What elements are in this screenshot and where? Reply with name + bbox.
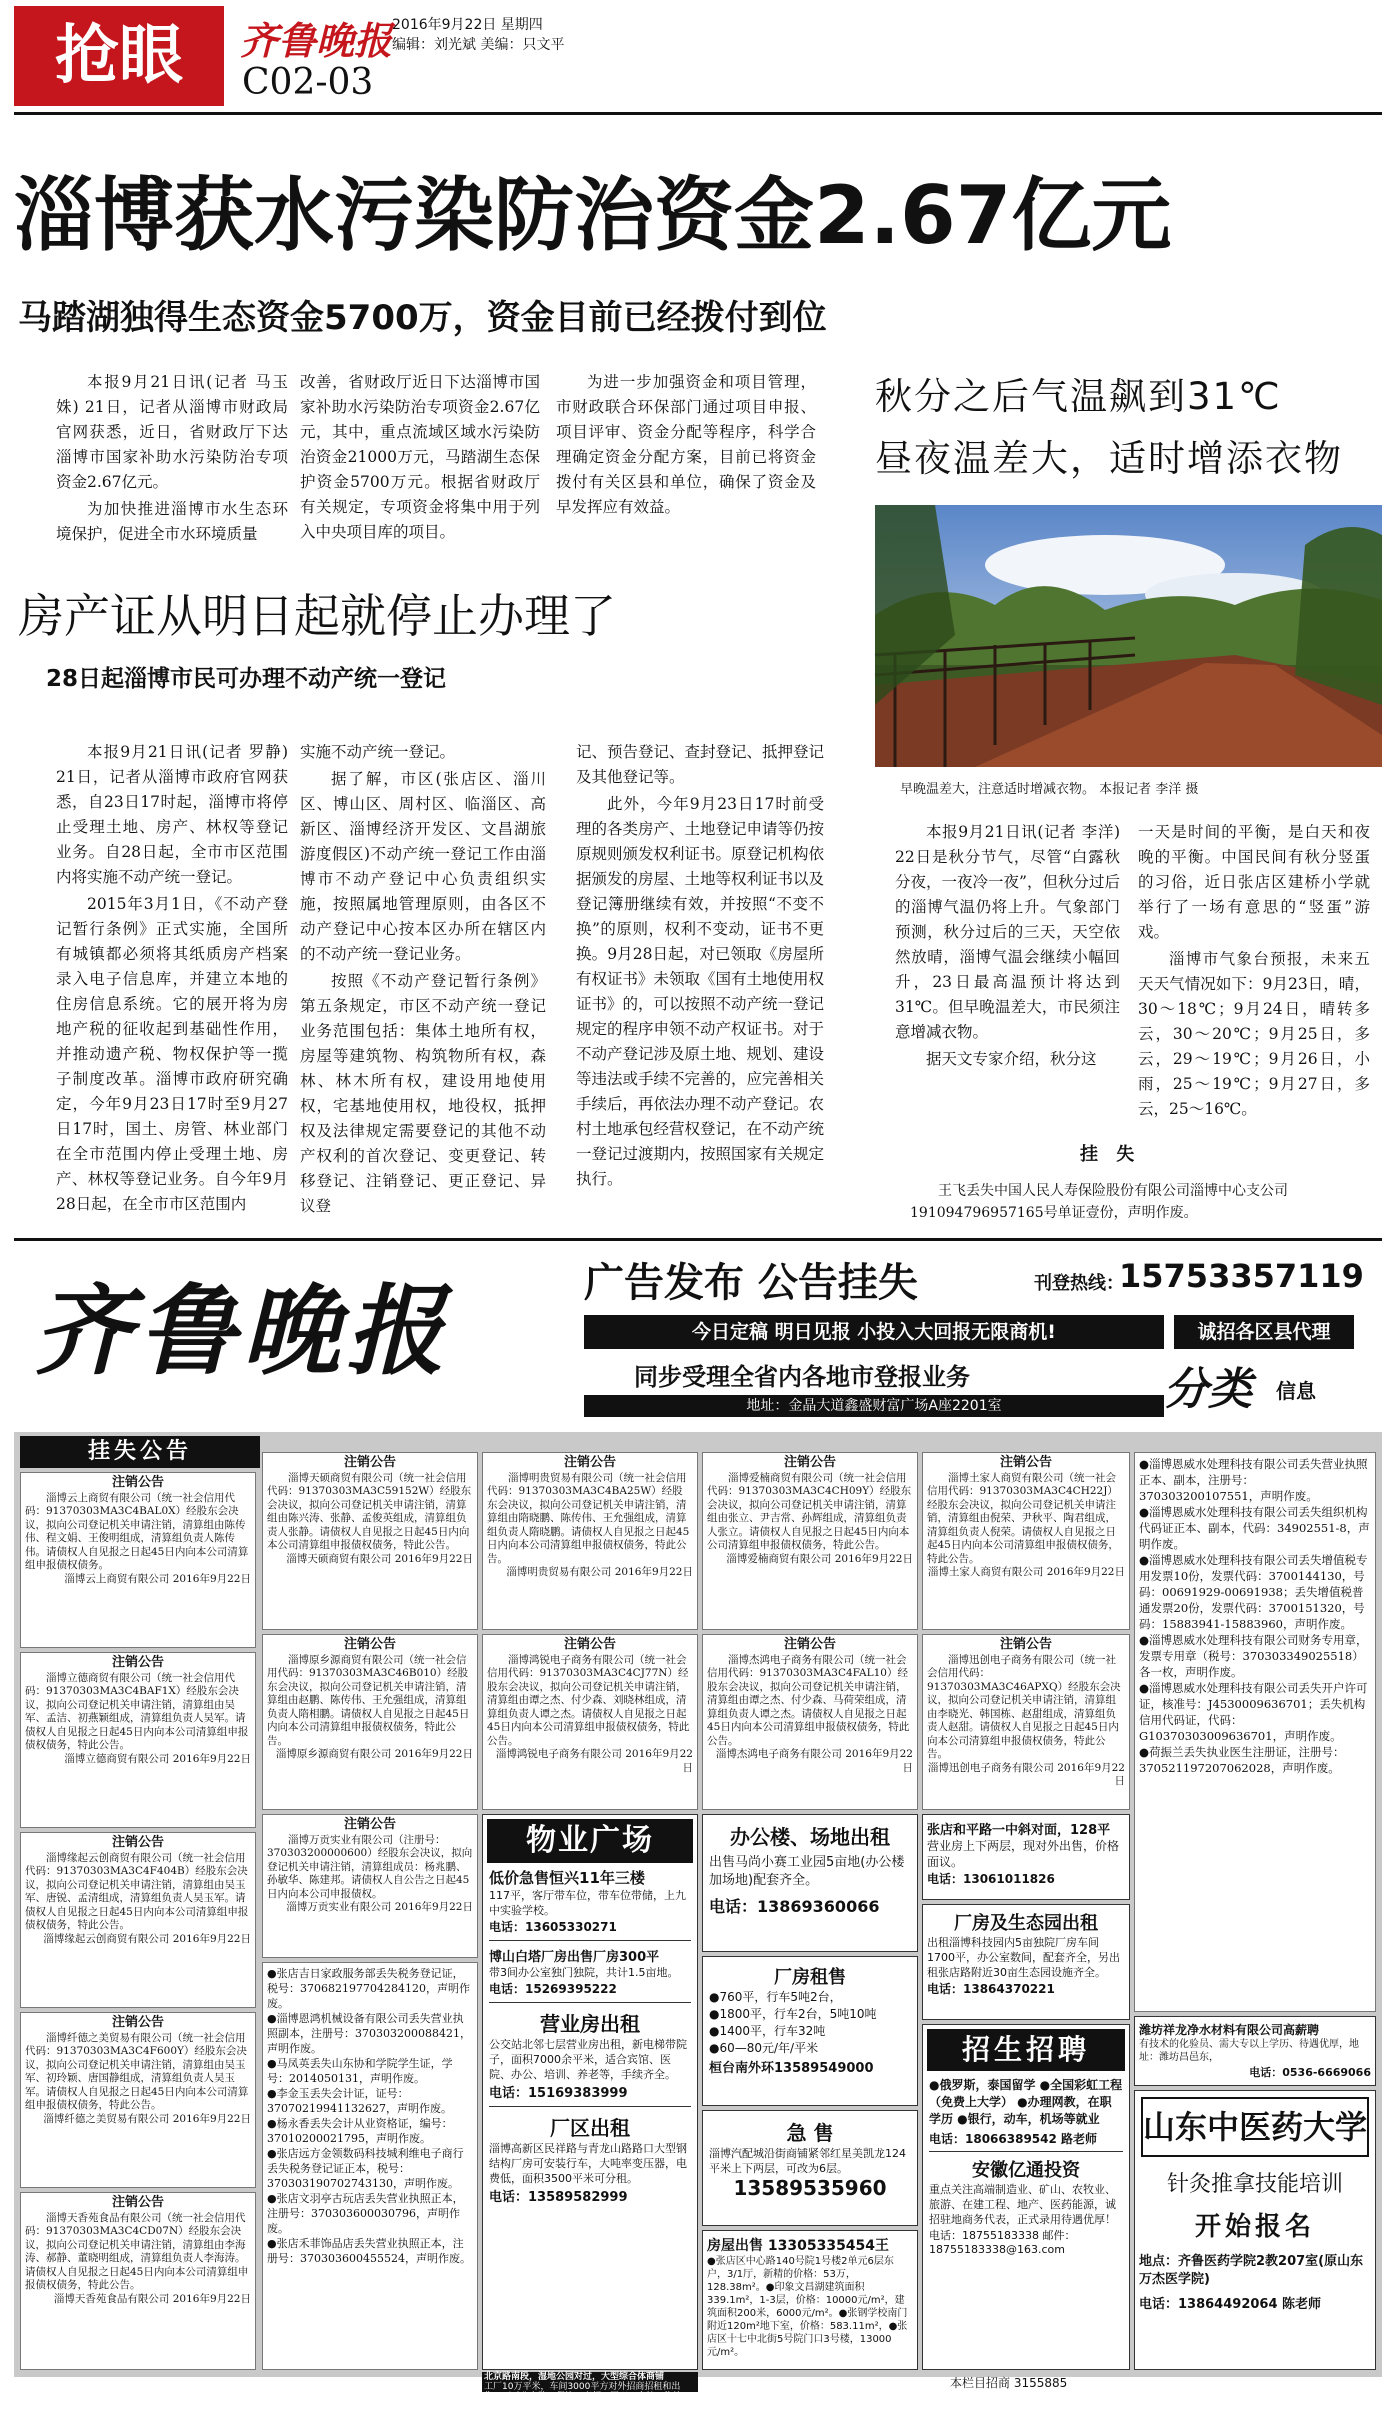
notice-card: 注销公告 淄博万贡实业有限公司（注册号：370303200000600）经股东会决议，拟向登记机关申请注销，清算组成员：杨兆鹏、孙敏华、陈建邦。请债权人自公告之日起45日内向本公司申报债权。 淄博万贡实业有限公司 2016年9月22日: [262, 1814, 478, 1958]
ad-heading: 厂区出租: [550, 2116, 630, 2140]
ad-banner: [14, 1245, 1382, 1430]
banner-address: 地址：金晶大道鑫盛财富广场A座2201室: [584, 1395, 1164, 1417]
photo-caption: 早晚温差大，注意适时增减衣物。 本报记者 李洋 摄: [900, 782, 1199, 797]
factory-rent-ad: 厂房租售 ●760平，行车5吨2台， ●1800平，行车2台，5吨10吨 ●1400平，行车32吨 ●60—80元/年/平米 桓台南外环13589549000: [702, 1956, 918, 2106]
property-subheadline: 28日起淄博市民可办理不动产统一登记: [46, 666, 447, 692]
boardwalk-photo: [875, 505, 1382, 767]
paragraph: 实施不动产统一登记。: [300, 743, 456, 761]
paragraph: 此外，今年9月23日17时前受理的各类房产、土地登记申请等仍按原规则颁发权利证书。原登记机构依据颁发的房屋、土地等权利证书以及登记簿册继续有效，并按照“不变不换”的原则，权利不变动，证书不更换。9月28日起，对已领取《房屋所有权证书》未领取《国有土地使用权证书》的，可以按照不动产统一登记规定的程序申领不动产权证书。对于不动产登记涉及原土地、规划、建设等违法或手续不完善的，应完善相关手续后，再依法办理不动产登记。农村土地承包经营权登记，在不动产统一登记过渡期内，按照国家有关规定执行。: [576, 795, 825, 1188]
weather-photo: [875, 505, 1382, 767]
paragraph: 本报9月21日讯(记者 罗静) 21日，记者从淄博市政府官网获悉，自23日17时起，淄博市将停止受理土地、房产、林权等登记业务。自28日起，全市市区范围内将实施不动产统一登记。: [56, 743, 288, 886]
water-machine-ad: 潍坊祥龙净水材料有限公司高薪聘 有技术的化验员、需大专以上学历、待遇优厚，地址：潍坊昌邑东， 电话：0536-6669066: [1134, 2016, 1376, 2086]
paragraph: 改善，省财政厅近日下达淄博市国家补助水污染防治专项资金2.67亿元，其中，重点流域区域水污染防治资金21000万元，马踏湖生态保护资金5700万元。根据省财政厅有关规定，专项资金将集中用于列入中央项目库的项目。: [300, 373, 540, 541]
main-col-2: [300, 370, 540, 547]
ad-body: 公交站北邻七层营业房出租，新电梯带院子，面积7000余平米，适合宾馆、医院、办公、培训、养老等，手续齐全。: [489, 2038, 687, 2081]
tcm-ad: 山东中医药大学 针灸推拿技能培训 开始报名 地点：齐鲁医药学院2教207室(原山东万杰医学院) 电话：13864492064 陈老师: [1134, 2090, 1376, 2370]
notice-card: 注销公告 淄博迅创电子商务有限公司（统一社会信用代码：91370303MA3C46APXQ）经股东会决议，拟向公司登记机关申请注销，清算组由李晓光、韩国栋、赵甜组成，清算组负责人赵甜。请债权人自见报之日起45日内向本公司清算组申报债权债务，特此公告。 淄博迅创电子商务有限公司 2016年9月22日: [922, 1634, 1130, 1810]
section-label: 抢眼: [14, 6, 224, 106]
paragraph: 淄博市气象台预报，未来五天天气情况如下：9月23日，晴，30～18℃；9月24日，晴转多云，30～20℃；9月25日，多云，29～19℃；9月26日，小雨，25～19℃；9月27日，多云，25～16℃。: [1138, 950, 1370, 1118]
masthead-small: 齐鲁晚报: [240, 18, 393, 63]
wuye-block: [482, 1814, 698, 2370]
notice-card: 注销公告 淄博爱楠商贸有限公司（统一社会信用代码：91370303MA3C4CH09Y）经股东会决议，拟向公司登记机关申请注销，清算组由张立、尹吉常、孙辉组成，清算组负责人张立。请债权人自见报之日起45日内向本公司清算组申报债权债务，特此公告。 淄博爱楠商贸有限公司 2016年9月22日: [702, 1452, 918, 1630]
footer-label: 本栏目招商 3155885: [950, 2376, 1068, 2390]
paragraph: 为加快推进淄博市水生态环境保护，促进全市水环境质量: [56, 500, 288, 543]
ad-heading: 营业房出租: [540, 2012, 640, 2036]
paragraph: 2015年3月1日，《不动产登记暂行条例》正式实施，全国所有城镇都必须将其纸质房产档案录入电子信息库，并建立本地的住房信息系统。它的展开将为房地产税的征收起到基础性作用，并推动遗产税、物权保护等一揽子制度改革。淄博市政府研究确定，今年9月23日17时至9月27日17时，国土、房管、林业部门在全市范围内停止受理土地、房产、林权等登记业务。自今年9月28日起，在全市市区范围内: [56, 895, 288, 1213]
header-rule: [14, 112, 1382, 115]
main-headline: 淄博获水污染防治资金2.67亿元: [14, 169, 1172, 262]
page-header: [0, 0, 1395, 115]
ad-body: 带3间办公室独门独院，共计1.5亩地。: [489, 1966, 679, 1979]
wuye-title: 物业广场: [487, 1819, 693, 1863]
weather-col-1: [895, 820, 1120, 1074]
notice-card: 注销公告 淄博缘起云创商贸有限公司（统一社会信用代码：91370303MA3C4F404B）经股东会决议，拟向公司登记机关申请注销，清算组由吴玉军、唐锐、孟清组成，清算组负责人吴玉军。请债权人自见报之日起45日内向本公司清算组申报债权债务，特此公告。 淄博缘起云创商贸有限公司 2016年9月22日: [20, 1832, 256, 2008]
weather-col-2: [1138, 820, 1370, 1124]
ad-body: 淄博高新区民祥路与青龙山路路口大型钢结构厂房可安装行车，大吨率变压器，电费低，面积3500平米可分租。: [489, 2142, 687, 2185]
hotline-number: 15753357119: [1119, 1257, 1364, 1295]
urgent-sale-ad: 急 售 淄博汽配城沿街商铺紧邻红星美凯龙124平米上下两层，可改为6层。 13589535960: [702, 2110, 918, 2226]
factory-park-ad: 厂房及生态园出租 出租淄博科技园内5亩独院厂房车间1700平，办公室数间，配套齐全，另出租张店路附近30亩生态园设施齐全。 电话：13864370221: [922, 1904, 1130, 2020]
notice-card: 注销公告 淄博天香苑食品有限公司（统一社会信用代码：91370303MA3C4CD07N）经股东会决议，拟向公司登记机关申请注销，清算组由李海涛、郝静、董晓明组成，清算组负责人李海涛。请债权人自见报之日起45日内向本公司清算组申报债权债务，特此公告。 淄博天香苑食品有限公司 2016年9月22日: [20, 2192, 256, 2370]
zhaosheng-block: 招生招聘 ●俄罗斯，泰国留学 ●全国彩虹工程（免费上大学） ●办理网教，在职学历 ●银行，动车，机场等就业 电话：18066389542 路老师 安徽亿通投资 重点关注高端制造业、矿山、农牧业、旅游、在建工程、地产、医药能源，诚招驻地商务代表，正式录用待遇优厚！ 电话：18755183338 邮件：18755183338@163.com: [922, 2024, 1130, 2370]
notice-card: 注销公告 淄博鸿锐电子商务有限公司（统一社会信用代码：91370303MA3C4CJ77N）经股东会决议，拟向公司登记机关申请注销，清算组由谭之杰、付少森、刘晓林组成，清算组负责人谭之杰。请债权人自见报之日起45日内向本公司清算组申报债权债务，特此公告。 淄博鸿锐电子商务有限公司 2016年9月22日: [482, 1634, 698, 1810]
lost-notice-title: 挂 失: [1080, 1144, 1141, 1165]
property-headline: 房产证从明日起就停止办理了: [18, 589, 616, 643]
house-sale-ad: 房屋出售 13305335454王 ●张店区中心路140号院1号楼2单元6层东户，3/1厅，新精的价格：53万，128.38m²。●印象文昌湖建筑面积339.1m²，1-3层，价格：10000元/m²，建筑面积200米，6000元/m²。●张钢学校南门附近120m²地下室，价格：583.11m²，●张店区十七中北街5号院门口3号楼，13000元/m²。: [702, 2230, 918, 2370]
date-line: 2016年9月22日 星期四: [392, 17, 543, 33]
notice-card: 注销公告 淄博杰鸿电子商务有限公司（统一社会信用代码：91370303MA3C4FAL10）经股东会决议，拟向公司登记机关申请注销，清算组由谭之杰、付少森、马荷荣组成，清算组负责人谭之杰。请债权人自见报之日起45日内向本公司清算组申报债权债务，特此公告。 淄博杰鸿电子商务有限公司 2016年9月22日: [702, 1634, 918, 1810]
banner-recruit: 诚招各区县代理: [1174, 1315, 1354, 1349]
loss-list-right: ●淄博恩威水处理科技有限公司丢失营业执照正本、副本，注册号：370303200107551，声明作废。 ●淄博恩威水处理科技有限公司丢失组织机构代码证正本、副本，代码：34902551-8，声明作废。 ●淄博恩威水处理科技有限公司丢失增值税专用发票10份，发票代码：3700144130，号码：00691929-00691938；丢失增值税普通发票20份，发票代码：3700151320，号码：15883941-15883960，声明作废。 ●淄博恩威水处理科技有限公司财务专用章，发票专用章（税号：370303349025518）各一枚，声明作废。 ●淄博恩威水处理科技有限公司丢失开户许可证，核准号：J4530009636701；丢失机构信用代码证，代码：G10370303009636701，声明作废。 ●荷振兰丢失执业医生注册证，注册号：370521197207062028，声明作废。: [1134, 1452, 1376, 2012]
paragraph: 本报9月21日讯(记者 马玉姝) 21日，记者从淄博市财政局官网获悉，近日，省财政厅下达淄博市国家补助水污染防治专项资金2.67亿元。: [56, 373, 288, 491]
paragraph: 一天是时间的平衡，是白天和夜晚的平衡。中国民间有秋分竖蛋的习俗，近日张店区建桥小学就举行了一场有意思的“竖蛋”游戏。: [1138, 823, 1370, 941]
main-col-1: [56, 370, 288, 549]
ad-heading: 博山白塔厂房出售厂房300平: [489, 1950, 660, 1965]
footer-ad: 北京路南段，湿地公园对过，大型综合体商铺 工厂10万平米，车间3000平方对外招商招租和出售，面对北京路、餐饮、商超、网吧、仓储、物流 13011630336: [482, 2372, 698, 2392]
ad-body: 117平，客厅带车位，带车位带储，上九中实验学校。: [489, 1889, 686, 1917]
weather-headline-2: 昼夜温差大，适时增添衣物: [875, 437, 1343, 480]
main-col-3: [556, 370, 816, 522]
ad-phone: 电话：13605330271: [489, 1920, 617, 1934]
lost-notice-text: 王飞丢失中国人民人寿保险股份有限公司淄博中心支公司191094796957165号单证壹份，声明作废。: [910, 1183, 1288, 1221]
banner-top-rule: [14, 1238, 1382, 1241]
banner-fenlei-sub: 信息: [1276, 1379, 1316, 1403]
property-col-3: [576, 740, 824, 1194]
ad-heading: 低价急售恒兴11年三楼: [489, 1869, 645, 1887]
notice-card: 注销公告 淄博土家人商贸有限公司（统一社会信用代码：91370303MA3C4CH22J）经股东会决议，拟向公司登记机关申请注销，清算组由倪荣、尹秋平、陶君组成，清算组负责人倪荣。请债权人自见报之日起45日内向本公司清算组申报债权债务，特此公告。 淄博土家人商贸有限公司 2016年9月22日: [922, 1452, 1130, 1630]
main-subheadline: 马踏湖独得生态资金5700万，资金目前已经拨付到位: [18, 298, 827, 338]
notice-card: 注销公告 淄博纤德之美贸易有限公司（统一社会信用代码：91370303MA3C4F600Y）经股东会决议，拟向公司登记机关申请注销，清算组由吴玉军、初玲颖、唐国静组成，清算组负责人吴玉军。请债权人自见报之日起45日内向本公司清算组申报债权债务，特此公告。 淄博纤德之美贸易有限公司 2016年9月22日: [20, 2012, 256, 2188]
banner-logo: 齐鲁晚报: [34, 1274, 451, 1389]
paragraph: 为进一步加强资金和项目管理，市财政联合环保部门通过项目申报、项目评审、资金分配等程序，科学合理确定资金分配方案，目前已将资金拨付有关区县和单位，确保了资金及早发挥应有效益。: [556, 373, 816, 516]
notice-card: 注销公告 淄博立德商贸有限公司（统一社会信用代码：91370303MA3C4BAF1X）经股东会决议，拟向公司登记机关申请注销，清算组由吴军、孟洁、初燕颖组成，清算组负责人吴军。请债权人自见报之日起45日内向本公司清算组申报债权债务，特此公告。 淄博立德商贸有限公司 2016年9月22日: [20, 1652, 256, 1828]
office-ad: 办公楼、场地出租 出售马尚小赛工业园5亩地(办公楼加场地)配套齐全。 电话：13869360066: [702, 1814, 918, 1952]
notice-card: 注销公告 淄博云上商贸有限公司（统一社会信用代码：91370303MA3C4BAL0X）经股东会决议，拟向公司登记机关申请注销，清算组由陈传伟、程文娟、王俊明组成，清算组负责人陈传伟。请债权人自见报之日起45日内向本公司清算组申报债权债务。 淄博云上商贸有限公司 2016年9月22日: [20, 1472, 256, 1648]
section-tab: 挂失公告: [20, 1436, 260, 1468]
weather-headline-1: 秋分之后气温飙到31℃: [875, 375, 1282, 418]
property-col-1: [56, 740, 288, 1219]
ad-phone: 电话：15169383999: [489, 2086, 628, 2101]
paragraph: 本报9月21日讯(记者 李洋) 22日是秋分节气，尽管“白露秋分夜，一夜冷一夜”，但秋分过后的淄博气温仍将上升。气象部门预测，秋分过后的三天，天空依然放晴，淄博气温会继续小幅回升，23日最高温预计将达到31℃。但早晚温差大，市民须注意增减衣物。: [895, 823, 1120, 1041]
hotline-label: 刊登热线：: [1034, 1273, 1124, 1294]
property-col-2: [300, 740, 546, 1221]
notice-card: 注销公告 淄博明贵贸易有限公司（统一社会信用代码：91370303MA3C4BA25W）经股东会决议，拟向公司登记机关申请注销，清算组由隋晓鹏、陈传伟、王允强组成，清算组负责人隋晓鹏。请债权人自见报之日起45日内向本公司清算组申报债权债务，特此公告。 淄博明贵贸易有限公司 2016年9月22日: [482, 1452, 698, 1630]
notice-card: 注销公告 淄博天硕商贸有限公司（统一社会信用代码：91370303MA3C59152W）经股东会决议，拟向公司登记机关申请注销，清算组由陈兴涛、张静、孟俊英组成，清算组负责人张静。请债权人自见报之日起45日内向本公司清算组申报债权债务，特此公告。 淄博天硕商贸有限公司 2016年9月22日: [262, 1452, 478, 1630]
paragraph: 据了解，市区(张店区、淄川区、博山区、周村区、临淄区、高新区、淄博经济开发区、文昌湖旅游度假区)不动产统一登记工作由淄博市不动产登记中心负责组织实施，按照属地管理原则，由各区不动产登记中心按本区办所在辖区内的不动产统一登记业务。: [300, 770, 546, 963]
banner-slogan: 今日定稿 明日见报 小投入大回报无限商机!: [584, 1315, 1164, 1349]
loss-list: ●张店吉日家政服务部丢失税务登记证，税号：370682197704284120，声明作废。 ●淄博恩鸿机械设备有限公司丢失营业执照副本，注册号：370303200088421，声明作废。 ●马凤英丢失山东协和学院学生证，学号：2014050131，声明作废。 ●李金玉丢失会计证，证号：37070219941132627，声明作废。 ●杨永香丢失会计从业资格证，编号：37010200021795，声明作废。 ●张店远方金领数码科技城利维电子商行丢失税务登记证正本，税号：370303190702743130，声明作废。 ●张店文羽亭古玩店丢失营业执照正本，注册号：370303600030796，声明作废。 ●张店禾菲饰品店丢失营业执照正本，注册号：370303600455524，声明作废。: [262, 1962, 478, 2370]
banner-fenlei: 分类: [1164, 1364, 1252, 1415]
banner-title: 广告发布 公告挂失: [584, 1260, 918, 1306]
page-code: C02-03: [242, 62, 374, 103]
paragraph: 据天文专家介绍，秋分这: [926, 1050, 1097, 1068]
editors-line: 编辑：刘光斌 美编：只文平: [392, 37, 565, 53]
shop-rent-ad: 张店和平路一中斜对面，128平 营业房上下两层，现对外出售，价格面议。 电话：13061011826: [922, 1814, 1130, 1900]
paragraph: 按照《不动产登记暂行条例》第五条规定，市区不动产统一登记业务范围包括：集体土地所有权，房屋等建筑物、构筑物所有权，森林、林木所有权，建设用地使用权，宅基地使用权，地役权，抵押权及法律规定需要登记的其他不动产权利的首次登记、变更登记、转移登记、注销登记、更正登记、异议登: [300, 972, 546, 1215]
ad-phone: 电话：15269395222: [489, 1982, 617, 1996]
notice-card: 注销公告 淄博原乡源商贸有限公司（统一社会信用代码：91370303MA3C46B010）经股东会决议，拟向公司登记机关申请注销，清算组由赵鹏、陈传伟、王允强组成，清算组负责人隋相鹏。请债权人自见报之日起45日内向本公司清算组申报债权债务，特此公告。 淄博原乡源商贸有限公司 2016年9月22日: [262, 1634, 478, 1810]
banner-slogan-2: 同步受理全省内各地市登报业务: [634, 1363, 970, 1391]
paragraph: 记、预告登记、查封登记、抵押登记及其他登记等。: [576, 743, 825, 786]
zhaosheng-title: 招生招聘: [927, 2029, 1125, 2071]
ad-phone: 电话：13589582999: [489, 2190, 628, 2205]
